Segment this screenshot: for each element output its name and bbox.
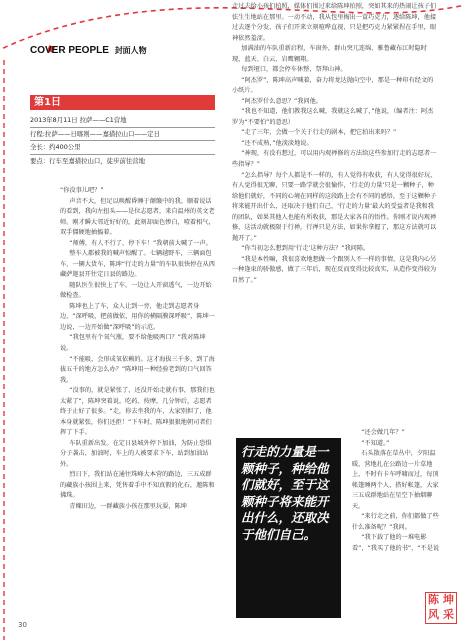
decorative-dashed-edge (0, 60, 20, 640)
section-title: COVER PEOPLE (30, 45, 109, 56)
paragraph: “阿杰罗什么意思？”我问他。 (241, 97, 322, 105)
article-column-right (232, 2, 437, 286)
article-column-right-lower (352, 428, 440, 554)
paragraph: 每到垭口，都会停车休整，祭拜山神。 (241, 66, 347, 74)
paragraph: “你没事儿吧？” (60, 187, 104, 194)
paragraph: “我下载了他的一堆电影看”，“我买了他的书”，“不是说 (352, 534, 440, 552)
info-line: 2013年8月11日 拉萨——C1营地 (30, 114, 215, 128)
paragraph: “来行走之前，你们都做了些什么准备呢？”我问。 (352, 513, 439, 531)
info-line: 行程:拉萨——日喀则——嘉措拉山口——定日 (30, 128, 215, 142)
paragraph: 青稞田边，一群藏族小孩在那里玩耍，陈坤 (69, 502, 187, 510)
paragraph: 烈日下，我们站在通往珠峰大本营的路边，三五成群的藏族小孩围上来，凭售着手中不知真假的化石，邀陈和佛珠。 (60, 471, 215, 500)
section-title-cn: 封面人物 (114, 46, 147, 55)
paragraph: 声音不大，但足以唤醒昏睡于颠簸中的我。顺着说话的看到，我向左扭头——是位志愿者，来自温州的英文老师。刚才瞬大邻近好好的，此刻却面色惨白，噎着相气，双手僵硬地抽搐着。 (60, 197, 215, 237)
paragraph: “走了三年，会做一个关于行走的剧本，把它拍出来吗？” (241, 129, 397, 137)
paragraph: 陈坤也上了车，众人让到一旁，他走到志愿者身边，“深呼吸，把前做依，用你的横隔膜深呼吸”，陈坤一边说，一边开始做“深呼吸”的示范。 (60, 302, 215, 331)
seal-stamp (425, 592, 457, 624)
paragraph: 整车人都被我的喊声惊醒了。七辆越野车，三辆面包车，一辆大货车，陈坤“行走的力量”的车队很快停在从西藏萨迦县开往定日县的路边。 (60, 250, 215, 279)
itinerary-info (30, 114, 215, 167)
paragraph: “阿杰罗”，陈坤高声喊着，奋力将龙达抛向空中，那是一种印有经文的小纸片。 (232, 76, 434, 95)
paragraph: “怎么指导？每个人都是不一样的，有人觉得有收获，有人觉得很好玩，有人觉得很无聊，只要一路学就会很愉作，‘行走的力量’只是一颗种子，种给他们就好，不同的心境在同样的这段路上会有不同的感悟，至于这颗种子将来能开出什么，还取决于他们自己，‘行走的力量’最大的受益者是我和我的团队，如果其他人也能有所收获，那是大家各自的悟性。你刚才说内观禅修，这活动就极限于行禅，行禅只是方法，如果你拿握了，那这方法就可以抛开了。” (232, 171, 437, 242)
info-line: 全长：约400公里 (30, 141, 215, 155)
pull-quote: 行走的力量是一颗种子，种给他们就好，至于这颗种子将来能开出什么，还取决于他们自己。 (241, 444, 329, 542)
paragraph: 石头散落在草丛中，夕阳温暖，营地扎在公路边一片草地上，不时有卡车呼啸而过，每顶帐篷睡两个人，搭好帐篷，大家三五成群地站在星空下抽烟聊天。 (352, 450, 439, 510)
paragraph: “不能吸，会形成氧依赖的。这才海拔三千多，到了海拔五千的地方怎么办？”陈坤用一种经验老到的口气回答我。 (60, 355, 215, 384)
paragraph: “我是本性嘛，我很喜欢地想做一个跟别人不一样的事情，这是我内心另一种逢束的骄傲感，做了三年后，现在反而变得比较真实，从造作变得较为自然了。” (232, 255, 437, 284)
article-column-left (60, 186, 217, 512)
paragraph: “还会做几年？” (361, 429, 405, 436)
stamp-char: 采 (443, 608, 454, 621)
paragraph: “你当初怎么想到用‘行走’这种方法？”我问陈。 (241, 245, 370, 253)
paragraph: 随队医生很快上了车，一边让人开窗透气，一边开始做检查。 (60, 281, 212, 300)
stamp-char: 坤 (443, 593, 454, 606)
paragraph: “我包里有个氧气瓶，要不给他吸两口？”我对陈坤说。 (60, 334, 206, 352)
section-header (30, 45, 147, 56)
day-label: 第1日 (34, 97, 61, 108)
stamp-char: 陈 (428, 593, 439, 606)
paragraph: “我也不知道，他们教我这么喊，我就这么喊了，”他说，（编者注：阿杰罗为“不要怕”的意思） (232, 108, 434, 126)
paragraph: “不知道。” (361, 439, 390, 447)
paragraph: 车队重新出发。在定日县城外停下加油，为防止恐惧分子袭击，加油时，车上的人被要求下车，站到加油站外。 (60, 439, 212, 468)
pull-quote-box (236, 438, 341, 618)
paragraph: “还不成熟，”他淡淡地说。 (241, 139, 313, 147)
paragraph: 加满油的车队重新启程，车窗外，群山突兀连绵，雅鲁藏布江时隐时现，蓝天、白云，岩鹰翱翔。 (232, 45, 427, 63)
info-line: 要点：行车至嘉措拉山口，徒步前往营地 (30, 156, 146, 165)
paragraph: “神现，有没有想过，可以用内观禅修的方法给这些参加行走的志愿者一些指导？” (232, 150, 437, 168)
paragraph: “师傅，有人不行了，停下车！”我朝前大喊了一声。 (69, 239, 212, 247)
day-banner (30, 95, 215, 110)
page-number: 30 (18, 621, 27, 629)
stamp-char: 风 (428, 608, 439, 621)
paragraph: “没事的，就是紧张了，还没开始走就有事，那我们也太紧了”，陈坤突着说。吃药、按摩，几分钟后，志愿者终于止好了很多。“走，你去坐我的车，大家别担了，他本身就紧张，你们还拒！”下车时，陈坤狠狠地朝司者们挥了下手。 (60, 387, 215, 437)
paragraph: 走过去给小孩们拍照，媒体们围过来给陈坤拍照，突如其来的热闹让孩子们怯生生地站在那里。一动不动，我从包里掏出一盒巧克力，逐给陈坤，他接过去逐个分发，孩子们开来立刻喧哗直视，只是把巧克力紧紧捏在手里，眼神依然羞涩。 (232, 3, 437, 42)
